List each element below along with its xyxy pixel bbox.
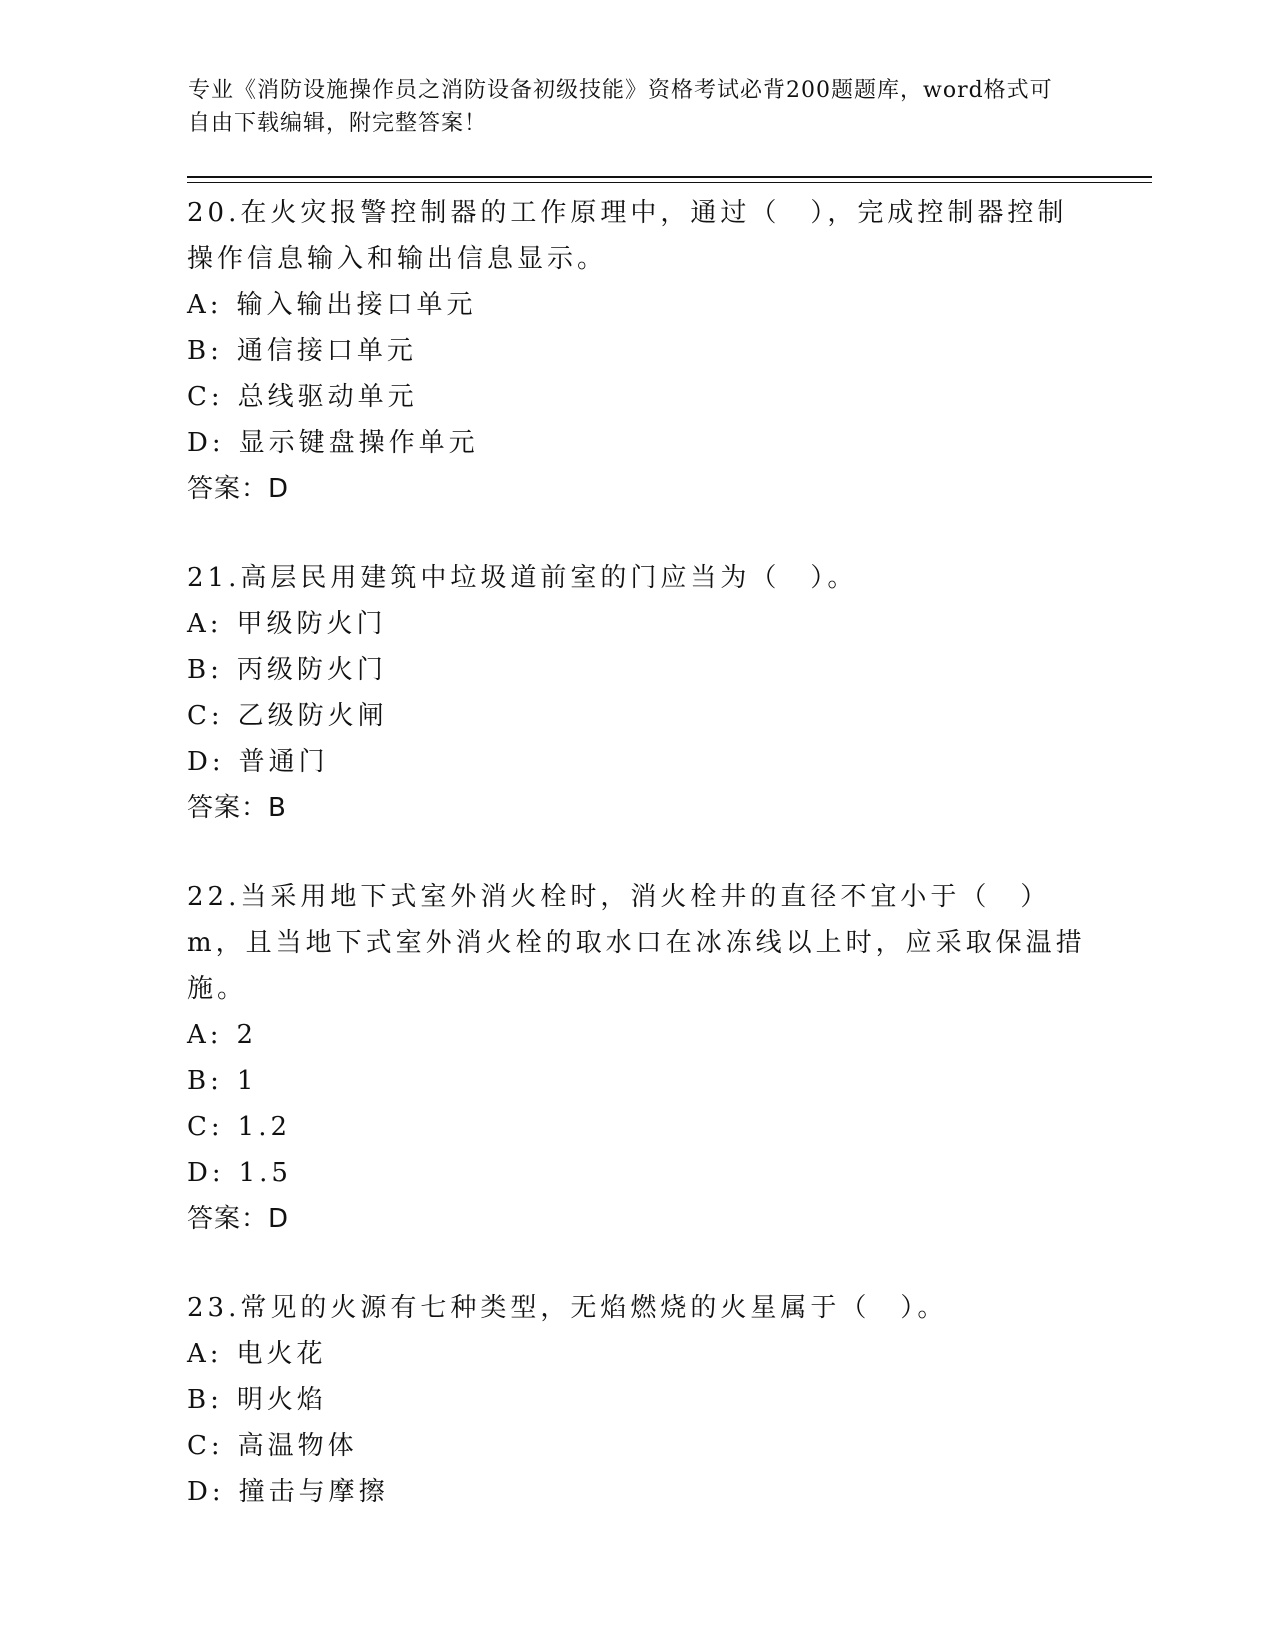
option-b: B: 丙级防火门 xyxy=(187,647,1087,693)
option-letter: D xyxy=(187,1158,212,1188)
option-letter: B xyxy=(187,1066,211,1096)
option-letter: D xyxy=(187,1477,212,1507)
option-a: A: 2 xyxy=(187,1012,1087,1058)
question-stem: 20.在火灾报警控制器的工作原理中，通过（ ），完成控制器控制操作信息输入和输出信息显示。 xyxy=(187,198,1068,274)
option-letter: A xyxy=(187,1020,210,1050)
option-letter: A xyxy=(187,609,210,639)
option-text: 2 xyxy=(236,1020,258,1050)
answer-label: 答案：D xyxy=(187,474,290,504)
option-text: 1.5 xyxy=(238,1158,292,1188)
option-letter: C xyxy=(187,701,211,731)
option-text: 丙级防火门 xyxy=(236,655,387,685)
option-text: 乙级防火闸 xyxy=(237,701,388,731)
question-21 xyxy=(187,555,1087,831)
option-c: C: 乙级防火闸 xyxy=(187,693,1087,739)
option-text: 通信接口单元 xyxy=(236,336,417,366)
option-text: 明火焰 xyxy=(236,1385,327,1415)
option-letter: A xyxy=(187,1339,210,1369)
question-22 xyxy=(187,874,1087,1242)
option-b: B: 通信接口单元 xyxy=(187,328,1087,374)
option-b: B: 1 xyxy=(187,1058,1087,1104)
option-a: A: 甲级防火门 xyxy=(187,601,1087,647)
option-c: C: 1.2 xyxy=(187,1104,1087,1150)
option-text: 1 xyxy=(236,1066,258,1096)
header-divider-thick xyxy=(187,176,1152,178)
option-d: D: 撞击与摩擦 xyxy=(187,1469,1087,1515)
option-text: 总线驱动单元 xyxy=(237,382,418,412)
option-d: D: 显示键盘操作单元 xyxy=(187,420,1087,466)
question-list xyxy=(187,190,1087,1558)
option-letter: D xyxy=(187,428,212,458)
option-text: 甲级防火门 xyxy=(236,609,387,639)
option-text: 普通门 xyxy=(238,747,329,777)
question-stem: 21.高层民用建筑中垃圾道前室的门应当为（ ）。 xyxy=(187,563,858,593)
answer-label: 答案：D xyxy=(187,1204,290,1234)
question-stem: 23.常见的火源有七种类型，无焰燃烧的火星属于（ ）。 xyxy=(187,1293,948,1323)
option-d: D: 1.5 xyxy=(187,1150,1087,1196)
option-a: A: 输入输出接口单元 xyxy=(187,282,1087,328)
option-text: 撞击与摩擦 xyxy=(238,1477,389,1507)
option-letter: D xyxy=(187,747,212,777)
option-b: B: 明火焰 xyxy=(187,1377,1087,1423)
option-letter: C xyxy=(187,1431,211,1461)
option-letter: C xyxy=(187,382,211,412)
option-d: D: 普通门 xyxy=(187,739,1087,785)
header-divider-thin xyxy=(187,182,1152,183)
option-a: A: 电火花 xyxy=(187,1331,1087,1377)
option-letter: B xyxy=(187,1385,211,1415)
document-header: 专业《消防设施操作员之消防设备初级技能》资格考试必背200题题库，word格式可自由下载编辑，附完整答案！ xyxy=(188,78,1053,136)
question-stem: 22.当采用地下式室外消火栓时，消火栓井的直径不宜小于（ ）m，且当地下式室外消火栓的取水口在冰冻线以上时，应采取保温措施。 xyxy=(187,882,1086,1004)
answer-label: 答案：B xyxy=(187,793,287,823)
option-letter: B xyxy=(187,655,211,685)
option-c: C: 总线驱动单元 xyxy=(187,374,1087,420)
question-23 xyxy=(187,1285,1087,1515)
option-text: 电火花 xyxy=(236,1339,327,1369)
option-letter: B xyxy=(187,336,211,366)
question-20 xyxy=(187,190,1087,512)
option-text: 输入输出接口单元 xyxy=(236,290,477,320)
option-text: 显示键盘操作单元 xyxy=(238,428,479,458)
option-c: C: 高温物体 xyxy=(187,1423,1087,1469)
option-letter: C xyxy=(187,1112,211,1142)
option-text: 1.2 xyxy=(237,1112,292,1142)
option-letter: A xyxy=(187,290,210,320)
option-text: 高温物体 xyxy=(237,1431,358,1461)
